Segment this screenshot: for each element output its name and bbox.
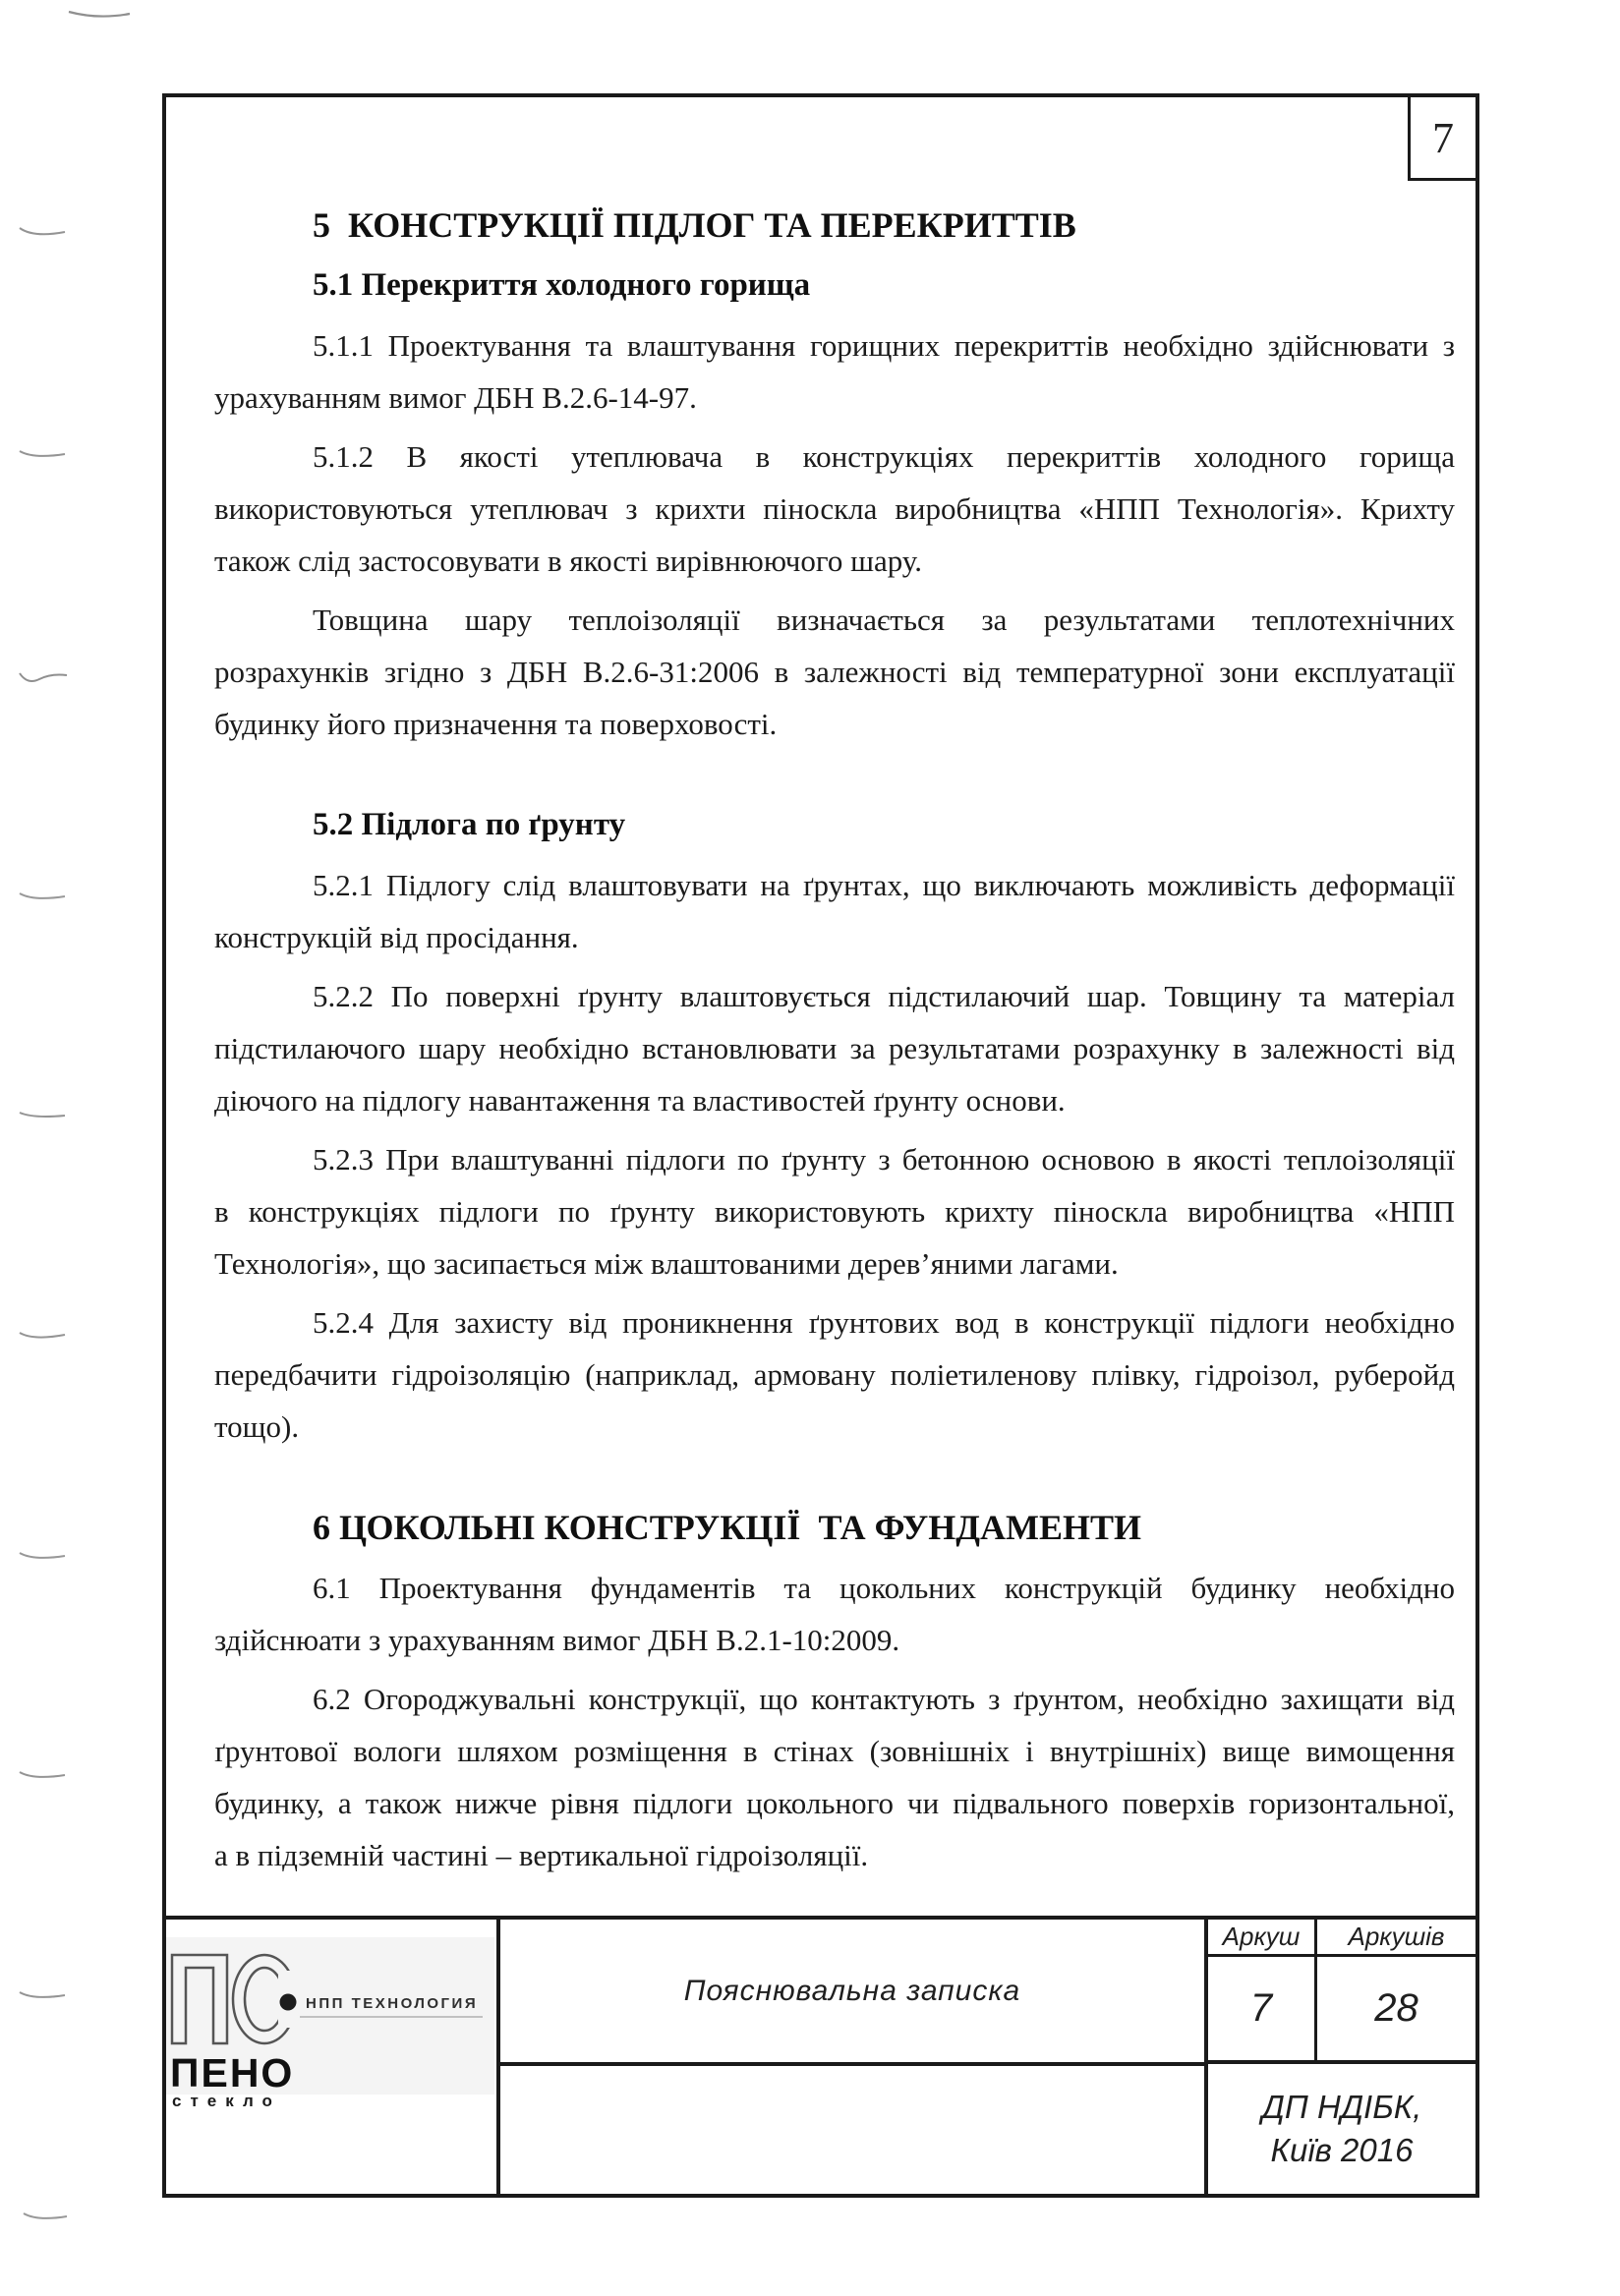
sheet-number: 7 [1249,1986,1273,2030]
sheets-total: 28 [1374,1986,1418,2030]
text-line: ґрунтової вологи шляхом розміщення в стінах (зовнішніх і внутрішніх) вище вимощення [214,1734,1455,1768]
text-line: також слід застосовувати в якості вирівнюючого шару. [214,544,922,578]
text-line: 6.2 Огороджувальні конструкції, що контактують з ґрунтом, необхідно захищати від [313,1682,1455,1716]
title-block [166,1916,1475,2194]
organization-line-1: ДП НДІБК, [1261,2089,1422,2125]
document-title-cell [500,1920,1204,2066]
paragraph-5-1-2 [214,430,1455,587]
text-line: діючого на підлогу навантаження та властивостей ґрунту основи. [214,1083,1066,1118]
sheet-info-section [1204,1920,1475,2194]
sheets-value-cell [1317,1957,1475,2064]
document-body [214,97,1455,1888]
document-frame [162,93,1479,2198]
logo-brand-steklo-text: стекло [172,2092,281,2108]
document-title: Пояснювальна записка [683,1974,1021,2007]
section-6-heading: 6 ЦОКОЛЬНІ КОНСТРУКЦІЇ ТА ФУНДАМЕНТИ [313,1508,1142,1547]
text-line: а в підземній частині – вертикальної гідроізоляції. [214,1838,869,1872]
ps-monogram-icon [172,1955,319,2043]
text-line: підстилаючого шару необхідно встановлювати за результатами розрахунку в залежності від [214,1031,1455,1065]
organization-cell [1208,2064,1475,2194]
page-number: 7 [1432,113,1454,162]
text-line: розрахунків згідно з ДБН В.2.6-31:2006 в залежності від температурної зони експлуатації [214,655,1455,689]
text-line: тощо). [214,1409,300,1444]
text-line: 5.2.3 При влаштуванні підлоги по ґрунту з бетонною основою в якості теплоізоляції [313,1142,1455,1177]
logo-company-text: НПП ТЕХНОЛОГИЯ [306,1995,479,2012]
text-line: 5.2.4 Для захисту від проникнення ґрунтових вод в конструкції підлоги необхідно [313,1305,1455,1340]
sheet-label: Аркуш [1222,1922,1301,1951]
paragraph-insulation-thickness [214,594,1455,750]
section-5-1-heading: 5.1 Перекриття холодного горища [313,267,811,303]
text-line: Товщина шару теплоізоляції визначається за результатами теплотехнічних [313,603,1455,637]
text-line: використовуються утеплювач з крихти піноскла виробництва «НПП Технологія». Крихту [214,491,1455,526]
text-line: Технологія», що засипається між влаштованими дерев’яними лагами. [214,1246,1119,1281]
text-line: 6.1 Проектування фундаментів та цокольних конструкцій будинку необхідно [313,1571,1455,1605]
text-line: урахуванням вимог ДБН В.2.6-14-97. [214,380,697,415]
logo-brand-peno-text: ПЕНО [170,2050,295,2095]
paragraph-5-2-2 [214,970,1455,1126]
scan-margin-marks [0,0,177,2296]
text-line: 5.2.2 По поверхні ґрунту влаштовується підстилаючий шар. Товщину та матеріал [313,979,1455,1013]
text-line: 5.1.2 В якості утеплювача в конструкціях перекриттів холодного горища [313,439,1455,474]
penosteklo-logo-icon [170,1941,485,2108]
sheet-value-cell [1208,1957,1317,2064]
paragraph-5-1-1 [214,319,1455,424]
sheet-header-cell [1208,1920,1317,1957]
section-5-heading: 5 КОНСТРУКЦІЇ ПІДЛОГ ТА ПЕРЕКРИТТІВ [313,205,1076,245]
paragraph-5-2-4 [214,1296,1455,1453]
sheets-label: Аркушів [1348,1922,1445,1951]
text-line: в конструкціях підлоги по ґрунту використовують крихту піноскла виробництва «НПП [214,1194,1455,1229]
text-line: передбачити гідроізоляцію (наприклад, армовану поліетиленову плівку, гідроізол, руберойд [214,1357,1455,1392]
section-5-2-heading: 5.2 Підлога по ґрунту [313,807,626,842]
empty-cell [500,2066,1204,2194]
paragraph-5-2-1 [214,859,1455,963]
text-line: конструкцій від просідання. [214,920,579,954]
text-line: будинку, а також нижче рівня підлоги цокольного чи підвального поверхів горизонтальної, [214,1786,1455,1820]
logo-cell [166,1920,500,2194]
organization-line-2: Київ 2016 [1270,2132,1414,2168]
sheets-header-cell [1317,1920,1475,1957]
paragraph-6-1 [214,1562,1455,1666]
logo-dot-icon [280,1994,297,2011]
paragraph-6-2 [214,1673,1455,1881]
paragraph-5-2-3 [214,1133,1455,1290]
text-line: 5.1.1 Проектування та влаштування горищних перекриттів необхідно здійснювати з [313,328,1455,363]
text-line: здійснюати з урахуванням вимог ДБН В.2.1-10:2009. [214,1623,900,1657]
text-line: 5.2.1 Підлогу слід влаштовувати на ґрунтах, що виключають можливість деформації [313,868,1455,902]
text-line: будинку його призначення та поверховості. [214,707,778,741]
